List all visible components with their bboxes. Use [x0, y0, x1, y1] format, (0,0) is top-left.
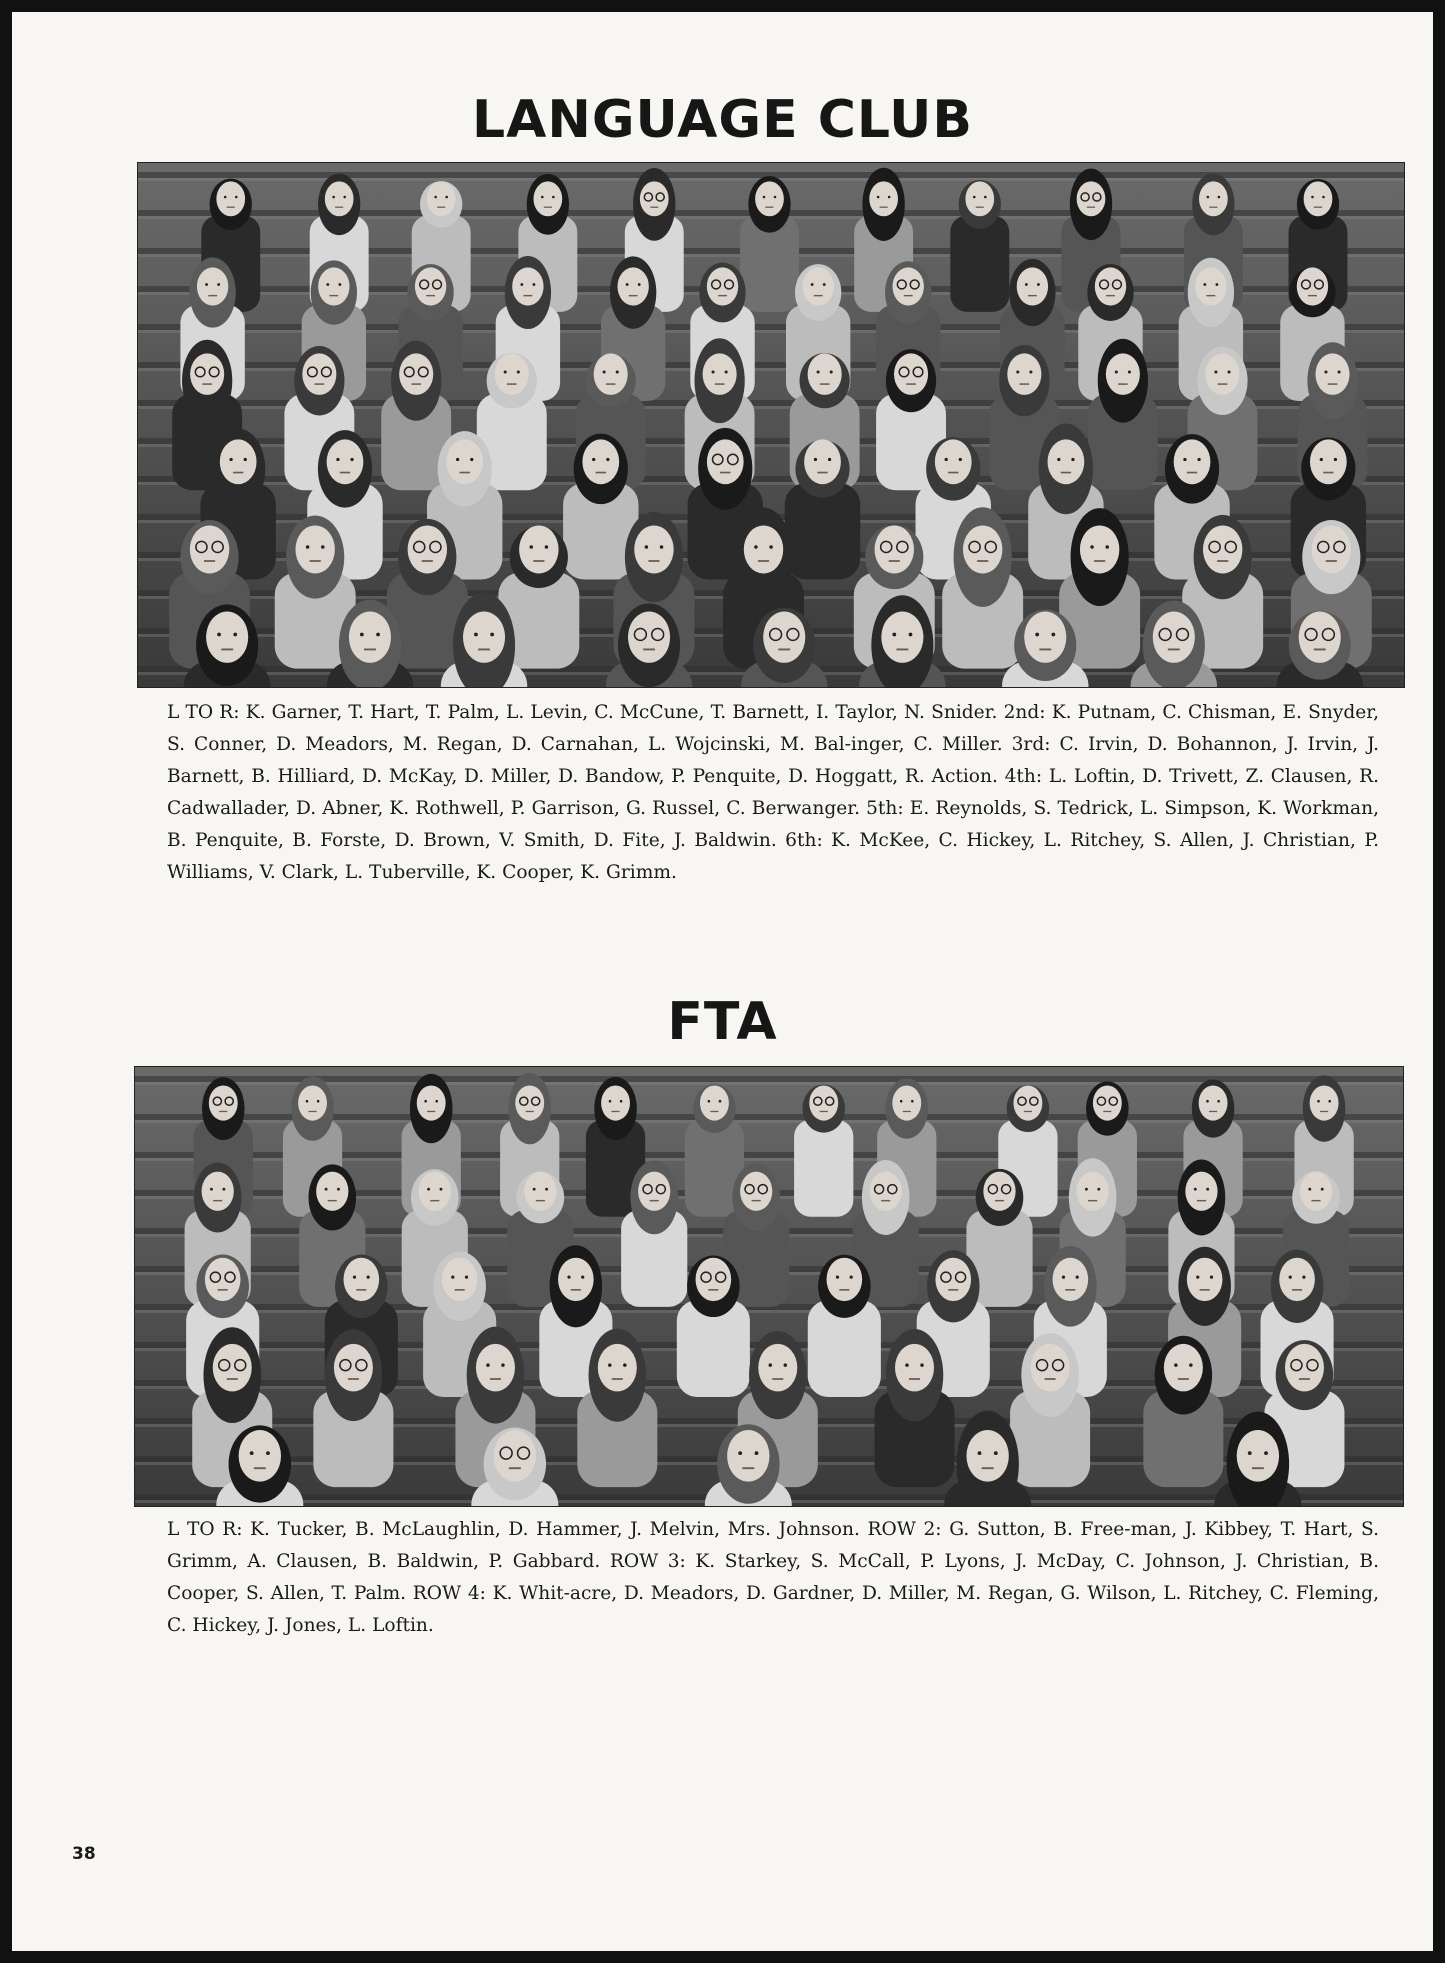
language-club-photo — [137, 162, 1405, 688]
page-number: 38 — [72, 1844, 96, 1864]
yearbook-page — [12, 12, 1433, 1951]
group-photo-icon — [137, 162, 1405, 688]
fta-heading: FTA — [667, 992, 778, 1052]
language-club-caption: L TO R: K. Garner, T. Hart, T. Palm, L. Levin, C. McCune, T. Barnett, I. Taylor, N. Snider. 2nd: K. Putnam, C. Chisman, E. Snyder, S. Conner, D. Meadors, M. Regan, D. Carnahan, L. Wojcinski, M. Bal-inger, C. Miller. 3rd: C. Irvin, D. Bohannon, J. Irvin, J. Barnett, B. Hilliard, D. McKay, D. Miller, D. Bandow, P. Penquite, D. Hoggatt, R. Action. 4th: L. Loftin, D. Trivett, Z. Clausen, R. Cadwallader, D. Abner, K. Rothwell, P. Garrison, G. Russel, C. Berwanger. 5th: E. Reynolds, S. Tedrick, L. Simpson, K. Workman, B. Penquite, B. Forste, D. Brown, V. Smith, D. Fite, J. Baldwin. 6th: K. McKee, C. Hickey, L. Ritchey, S. Allen, J. Christian, P. Williams, V. Clark, L. Tuberville, K. Cooper, K. Grimm. — [167, 702, 1379, 883]
fta-photo — [134, 1066, 1404, 1507]
fta-caption: L TO R: K. Tucker, B. McLaughlin, D. Hammer, J. Melvin, Mrs. Johnson. ROW 2: G. Sutton, B. Free-man, J. Kibbey, T. Hart, S. Grimm, A. Clausen, B. Baldwin, P. Gabbard. ROW 3: K. Starkey, S. McCall, P. Lyons, J. McDay, C. Johnson, J. Christian, B. Cooper, S. Allen, T. Palm. ROW 4: K. Whit-acre, D. Meadors, D. Gardner, D. Miller, M. Regan, G. Wilson, L. Ritchey, C. Fleming, C. Hickey, J. Jones, L. Loftin. — [167, 1519, 1379, 1636]
language-club-heading: LANGUAGE CLUB — [471, 90, 974, 150]
group-photo-icon — [134, 1066, 1404, 1507]
